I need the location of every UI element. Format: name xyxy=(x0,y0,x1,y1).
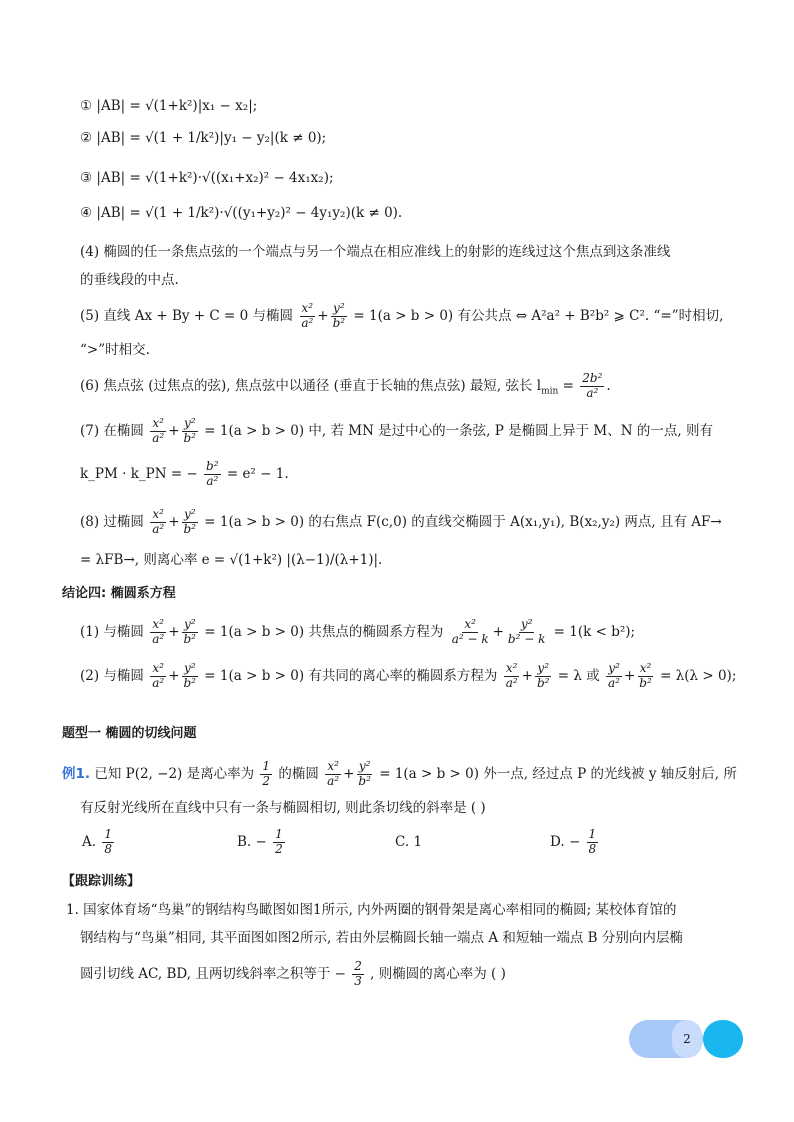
conclusion-4-item-2: (2) 与椭圆 $\frac{\text{x²}}{\text{a²}}$ + $\frac{\text{y²}}{\text{b²}}$ = 1(a > b > 0) 有共同的离心率的椭圆系方程为 $\frac{\text{x²}}{\text{a²}}$ + $\frac{\text{y²}}{\text{b²}}$ = λ 或 $\frac{\text{y²}}{\text{a²}}$ + $\frac{\text{x²}}{\text{b²}}$ = λ(λ > 0); xyxy=(80,661,737,690)
item-5-line-1: (5) 直线 Ax + By + C = 0 与椭圆 $\frac{\text{x²}}{\text{a²}}$ + $\frac{\text{y²}}{\text{b²}}$ = 1(a > b > 0) 有公共点 ⇔ A²a² + B²b² ⩾ C². “=”时相切, xyxy=(80,301,724,330)
frac-x2-a2: $\frac{\text{x²}}{\text{a²}}$ xyxy=(301,301,314,330)
option-d[interactable] xyxy=(550,828,600,857)
frac-2b2-a: $\frac{\text{2b²}}{\text{a²}}$ xyxy=(582,371,603,400)
c2-pre: (2) 与椭圆 xyxy=(80,667,144,684)
formula-4-text: |AB| = √(1 + 1/k²)·√((y₁+y₂)² − 4y₁y₂)(k ≠ 0). xyxy=(96,205,403,221)
frac-y2-a2: $\frac{\text{y²}}{\text{a²}}$ xyxy=(608,661,620,690)
item-6-sub: min xyxy=(541,386,559,397)
item-4-line-1: (4) 椭圆的任一条焦点弦的一个端点与另一个端点在相应准线上的射影的连线过这个焦点到这条准线 xyxy=(80,244,671,260)
frac-y2-b2: $\frac{\text{y²}}{\text{b²}}$ xyxy=(183,617,196,646)
formula-2-marker: ② xyxy=(80,130,93,146)
item-7-line-1: (7) 在椭圆 $\frac{\text{x²}}{\text{a²}}$ + $\frac{\text{y²}}{\text{b²}}$ = 1(a > b > 0) 中, 若 MN 是过中心的一条弦, P 是椭圆上异于 M、N 的一点, 则有 xyxy=(80,416,713,445)
item-6: (6) 焦点弦 (过焦点的弦), 焦点弦中以通径 (垂直于长轴的焦点弦) 最短, 弦长 $l_{min}$ = $\frac{\text{2b²}}{\text{a²}}$ . xyxy=(80,371,611,400)
frac-x2-a2-k: $\frac{\text{x²}}{\text{a² − k}}$ xyxy=(451,617,489,646)
option-d-den: 8 xyxy=(588,841,597,856)
item-5-pre: (5) 直线 Ax + By + C = 0 与椭圆 xyxy=(80,307,294,324)
frac-x2-a2: $\frac{\text{x²}}{\text{a²}}$ xyxy=(152,507,165,536)
frac-y2-b2: $\frac{\text{y²}}{\text{b²}}$ xyxy=(183,416,196,445)
example-1-post: = 1(a > b > 0) 外一点, 经过点 P 的光线被 y 轴反射后, 所 xyxy=(379,765,737,782)
item-4-line-2: 的垂线段的中点. xyxy=(80,272,179,288)
frac-x2-a2: $\frac{\text{x²}}{\text{a²}}$ xyxy=(152,661,165,690)
option-b-den: 2 xyxy=(275,841,283,856)
item-8-post: = 1(a > b > 0) 的右焦点 F(c,0) 的直线交椭圆于 A(x₁,y₁), B(x₂,y₂) 两点, 且有 AF→ xyxy=(204,513,722,530)
example-label: 例1. xyxy=(62,765,91,782)
option-c[interactable] xyxy=(395,834,422,850)
option-a-num: 1 xyxy=(104,827,112,841)
training-q1-line-2: 钢结构与“鸟巢”相同, 其平面图如图2所示, 若由外层椭圆长轴一端点 A 和短轴一端点 B 分别向内层椭 xyxy=(80,930,683,946)
frac-y2-b2: $\frac{\text{y²}}{\text{b²}}$ xyxy=(536,661,550,690)
item-7-line-2 xyxy=(80,460,289,489)
example-1-pre: 已知 P(2, −2) 是离心率为 xyxy=(94,765,255,782)
formula-1-text: |AB| = √(1+k²)|x₁ − x₂|; xyxy=(96,98,258,114)
section-title: 题型一 椭圆的切线问题 xyxy=(62,726,197,741)
page-badge-right xyxy=(703,1020,743,1058)
frac-1-2: $\frac{1}{2}$ xyxy=(262,759,271,788)
option-b-num: 1 xyxy=(275,827,283,841)
option-a-frac xyxy=(102,828,114,857)
page-number xyxy=(672,1020,702,1058)
formula-3-marker: ③ xyxy=(80,170,93,186)
training-q1-line-1: 1. 国家体育场“鸟巢”的钢结构鸟瞰图如图1所示, 内外两圈的钢骨架是离心率相同的椭圆; 某校体育馆的 xyxy=(66,902,677,918)
option-b-sign: − xyxy=(255,833,267,850)
c2-post: = λ(λ > 0); xyxy=(660,667,737,684)
option-d-sign: − xyxy=(568,833,581,850)
item-8-line-1: (8) 过椭圆 $\frac{\text{x²}}{\text{a²}}$ + $\frac{\text{y²}}{\text{b²}}$ = 1(a > b > 0) 的右焦点 F(c,0) 的直线交椭圆于 A(x₁,y₁), B(x₂,y₂) 两点, 且有 AF→ xyxy=(80,507,722,536)
frac-b2-a2: $\frac{\text{b²}}{\text{a²}}$ xyxy=(206,459,219,488)
item-7-post: = 1(a > b > 0) 中, 若 MN 是过中心的一条弦, P 是椭圆上异于 M、N 的一点, 则有 xyxy=(204,422,713,439)
item-7-b-post: = e² − 1. xyxy=(226,465,289,482)
option-d-label: D. xyxy=(550,833,565,850)
option-d-frac xyxy=(587,828,599,857)
frac-y2-b2: $\frac{\text{y²}}{\text{b²}}$ xyxy=(358,759,371,788)
conclusion-4-item-1: (1) 与椭圆 $\frac{\text{x²}}{\text{a²}}$ + $\frac{\text{y²}}{\text{b²}}$ = 1(a > b > 0) 共焦点的椭圆系方程为 $\frac{\text{x²}}{\text{a² − k}}$ + $\frac{\text{y²}}{\text{b² − k}}$ = 1(k < b²); xyxy=(80,617,636,646)
option-c-label: C. xyxy=(395,834,410,850)
item-5-post: = 1(a > b > 0) 有公共点 ⇔ A²a² + B²b² ⩾ C². “=”时相切, xyxy=(353,307,724,324)
formula-2 xyxy=(80,130,326,146)
frac-x2-a2: $\frac{\text{x²}}{\text{a²}}$ xyxy=(152,617,165,646)
formula-4 xyxy=(80,205,402,221)
option-b-label: B. xyxy=(237,833,252,850)
formula-3-text: |AB| = √(1+k²)·√((x₁+x₂)² − 4x₁x₂); xyxy=(96,170,334,186)
item-8-pre: (8) 过椭圆 xyxy=(80,513,144,530)
example-1-line-2: 有反射光线所在直线中只有一条与椭圆相切, 则此条切线的斜率是 ( ) xyxy=(80,800,486,816)
page-number-text: 2 xyxy=(683,1032,691,1046)
item-7-b-pre: k_PM · k_PN = − xyxy=(80,465,198,482)
formula-3 xyxy=(80,170,334,186)
formula-1 xyxy=(80,98,257,114)
option-d-num: 1 xyxy=(588,827,597,841)
item-7-pre: (7) 在椭圆 xyxy=(80,422,144,439)
example-1-line-1: 例1. 已知 P(2, −2) 是离心率为 $\frac{1}{2}$ 的椭圆 $\frac{\text{x²}}{\text{a²}}$ + $\frac{\text{y²}}{\text{b²}}$ = 1(a > b > 0) 外一点, 经过点 P 的光线被 y 轴反射后, 所 xyxy=(62,759,737,788)
item-5-line-2: “>”时相交. xyxy=(80,342,150,358)
formula-1-marker: ① xyxy=(80,98,93,114)
training-q1-pre: 圆引切线 AC, BD, 且两切线斜率之积等于 − xyxy=(80,965,346,982)
formula-4-marker: ④ xyxy=(80,205,93,221)
option-b-frac xyxy=(273,828,285,857)
option-a[interactable] xyxy=(82,828,116,857)
frac-y2-b2: $\frac{\text{y²}}{\text{b²}}$ xyxy=(332,301,346,330)
training-q1-line-3 xyxy=(80,960,506,989)
c2-mid: = 1(a > b > 0) 有共同的离心率的椭圆系方程为 xyxy=(204,667,498,684)
example-1-mid: 的椭圆 xyxy=(278,765,319,782)
frac-x2-b2: $\frac{\text{x²}}{\text{b²}}$ xyxy=(639,661,652,690)
frac-y2-b2: $\frac{\text{y²}}{\text{b²}}$ xyxy=(183,661,196,690)
item-6-text: (6) 焦点弦 (过焦点的弦), 焦点弦中以通径 (垂直于长轴的焦点弦) 最短, 弦长 l xyxy=(80,377,542,394)
frac-y2-b2-k: $\frac{\text{y²}}{\text{b² − k}}$ xyxy=(507,617,546,646)
option-b[interactable] xyxy=(237,828,287,857)
option-c-value: 1 xyxy=(413,834,423,850)
frac-x2-a2: $\frac{\text{x²}}{\text{a²}}$ xyxy=(327,759,340,788)
frac-x2-a2: $\frac{\text{x²}}{\text{a²}}$ xyxy=(152,416,165,445)
training-q1-post: , 则椭圆的离心率为 ( ) xyxy=(370,965,506,982)
formula-2-text: |AB| = √(1 + 1/k²)|y₁ − y₂|(k ≠ 0); xyxy=(96,130,327,146)
frac-2-3: $\frac{2}{3}$ xyxy=(354,959,362,988)
c2-or: = λ 或 xyxy=(557,667,600,684)
frac-x2-a2: $\frac{\text{x²}}{\text{a²}}$ xyxy=(505,661,518,690)
frac-y2-b2: $\frac{\text{y²}}{\text{b²}}$ xyxy=(183,507,196,536)
training-title: 【跟踪训练】 xyxy=(62,874,141,889)
c1-mid: = 1(a > b > 0) 共焦点的椭圆系方程为 xyxy=(204,623,444,640)
option-a-label: A. xyxy=(82,833,97,850)
option-a-den: 8 xyxy=(104,841,112,856)
conclusion-4-title: 结论四: 椭圆系方程 xyxy=(62,586,176,601)
c1-pre: (1) 与椭圆 xyxy=(80,623,144,640)
item-8-line-2: = λFB→, 则离心率 e = √(1+k²) |(λ−1)/(λ+1)|. xyxy=(80,552,383,568)
c1-post: = 1(k < b²); xyxy=(553,623,636,640)
